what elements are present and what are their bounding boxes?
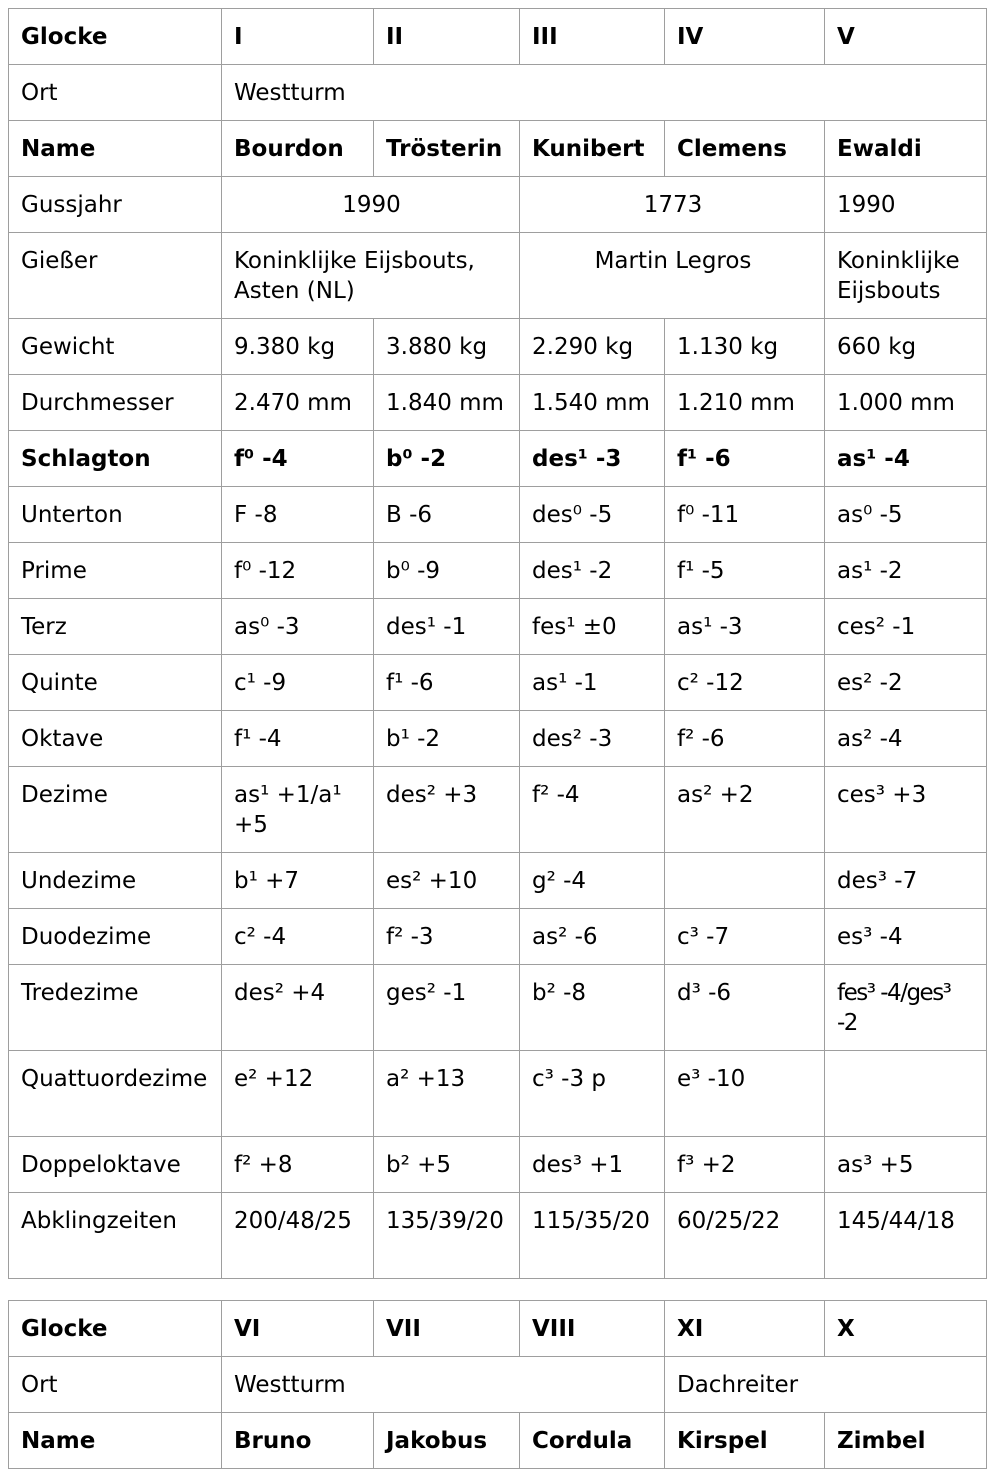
row-duodezime (9, 909, 987, 965)
cell-value: 1990 (222, 177, 520, 233)
cell-value: 1.000 mm (825, 375, 987, 431)
row-glocke (9, 9, 987, 65)
cell-value: des³ -7 (825, 853, 987, 909)
cell-value: as¹ -4 (825, 431, 987, 487)
row-ort (9, 65, 987, 121)
cell-value: Westturm (222, 1357, 665, 1413)
cell-value: es³ -4 (825, 909, 987, 965)
bell-number: VIII (520, 1301, 665, 1357)
row-abklingzeiten (9, 1193, 987, 1279)
cell-value: c³ -3 p (520, 1051, 665, 1137)
cell-value: des⁰ -5 (520, 487, 665, 543)
cell-value: c² -12 (665, 655, 825, 711)
bell-number: V (825, 9, 987, 65)
cell-value: f⁰ -11 (665, 487, 825, 543)
cell-value: as³ +5 (825, 1137, 987, 1193)
row-label: Durchmesser (9, 375, 222, 431)
cell-value: f² -6 (665, 711, 825, 767)
row-prime (9, 543, 987, 599)
row-name (9, 1413, 987, 1469)
bell-name: Zimbel (825, 1413, 987, 1469)
bell-number: IV (665, 9, 825, 65)
cell-value: e³ -10 (665, 1051, 825, 1137)
bell-number: III (520, 9, 665, 65)
cell-value: b⁰ -2 (374, 431, 520, 487)
cell-value: ces³ +3 (825, 767, 987, 853)
bell-number: VII (374, 1301, 520, 1357)
cell-value: ces² -1 (825, 599, 987, 655)
cell-value: Westturm (222, 65, 987, 121)
row-schlagton (9, 431, 987, 487)
cell-value: f¹ -4 (222, 711, 374, 767)
row-label: Name (9, 121, 222, 177)
bell-number: I (222, 9, 374, 65)
bell-number: VI (222, 1301, 374, 1357)
cell-value: 145/44/18 (825, 1193, 987, 1279)
cell-value: b⁰ -9 (374, 543, 520, 599)
cell-value: d³ -6 (665, 965, 825, 1051)
bell-name: Trösterin (374, 121, 520, 177)
cell-value: des³ +1 (520, 1137, 665, 1193)
cell-value: des² +3 (374, 767, 520, 853)
cell-value: 60/25/22 (665, 1193, 825, 1279)
cell-value: B -6 (374, 487, 520, 543)
row-glocke (9, 1301, 987, 1357)
cell-value: c² -4 (222, 909, 374, 965)
row-label: Duodezime (9, 909, 222, 965)
cell-value: as² -4 (825, 711, 987, 767)
cell-value: Koninklijke Eijsbouts (825, 233, 987, 319)
cell-value: 115/35/20 (520, 1193, 665, 1279)
row-label: Terz (9, 599, 222, 655)
cell-value: g² -4 (520, 853, 665, 909)
row-quattuordezime (9, 1051, 987, 1137)
cell-value: ges² -1 (374, 965, 520, 1051)
row-ort (9, 1357, 987, 1413)
row-doppeloktave (9, 1137, 987, 1193)
row-oktave (9, 711, 987, 767)
row-label: Glocke (9, 1301, 222, 1357)
bell-number: XI (665, 1301, 825, 1357)
cell-value: as¹ -3 (665, 599, 825, 655)
row-label: Name (9, 1413, 222, 1469)
cell-value: b² +5 (374, 1137, 520, 1193)
cell-value: as⁰ -3 (222, 599, 374, 655)
cell-value: fes³ -4/ges³ -2 (825, 965, 987, 1051)
cell-value: Martin Legros (520, 233, 825, 319)
cell-value: 2.290 kg (520, 319, 665, 375)
row-durchmesser (9, 375, 987, 431)
cell-value: des¹ -3 (520, 431, 665, 487)
cell-value: 200/48/25 (222, 1193, 374, 1279)
row-label: Schlagton (9, 431, 222, 487)
cell-value: as² +2 (665, 767, 825, 853)
row-label: Quinte (9, 655, 222, 711)
cell-value: b¹ -2 (374, 711, 520, 767)
cell-value (825, 1051, 987, 1137)
row-label: Ort (9, 1357, 222, 1413)
row-label: Prime (9, 543, 222, 599)
cell-value: fes¹ ±0 (520, 599, 665, 655)
cell-value: 9.380 kg (222, 319, 374, 375)
cell-value: 135/39/20 (374, 1193, 520, 1279)
row-label: Ort (9, 65, 222, 121)
cell-value: Dachreiter (665, 1357, 987, 1413)
cell-value: b¹ +7 (222, 853, 374, 909)
cell-value: 1.840 mm (374, 375, 520, 431)
cell-value: f⁰ -4 (222, 431, 374, 487)
cell-value: 2.470 mm (222, 375, 374, 431)
cell-value: des² -3 (520, 711, 665, 767)
cell-value: des² +4 (222, 965, 374, 1051)
row-quinte (9, 655, 987, 711)
row-label: Gewicht (9, 319, 222, 375)
cell-value: f¹ -5 (665, 543, 825, 599)
cell-value (665, 853, 825, 909)
cell-value: F -8 (222, 487, 374, 543)
cell-value: f² +8 (222, 1137, 374, 1193)
cell-value: 660 kg (825, 319, 987, 375)
bell-number: II (374, 9, 520, 65)
cell-value: as⁰ -5 (825, 487, 987, 543)
bell-name: Clemens (665, 121, 825, 177)
row-label: Oktave (9, 711, 222, 767)
cell-value: 1773 (520, 177, 825, 233)
cell-value: as² -6 (520, 909, 665, 965)
cell-value: es² -2 (825, 655, 987, 711)
row-label: Gussjahr (9, 177, 222, 233)
bell-table-1 (8, 8, 987, 1279)
bell-table-2 (8, 1300, 987, 1469)
bell-name: Ewaldi (825, 121, 987, 177)
row-dezime (9, 767, 987, 853)
cell-value: 1990 (825, 177, 987, 233)
row-label: Dezime (9, 767, 222, 853)
cell-value: 3.880 kg (374, 319, 520, 375)
row-tredezime (9, 965, 987, 1051)
bell-name: Kunibert (520, 121, 665, 177)
cell-value: des¹ -2 (520, 543, 665, 599)
row-label: Undezime (9, 853, 222, 909)
row-giesser (9, 233, 987, 319)
cell-value: a² +13 (374, 1051, 520, 1137)
bell-name: Jakobus (374, 1413, 520, 1469)
cell-value: f⁰ -12 (222, 543, 374, 599)
cell-value: f² -3 (374, 909, 520, 965)
cell-value: f² -4 (520, 767, 665, 853)
cell-value: 1.130 kg (665, 319, 825, 375)
cell-value: 1.210 mm (665, 375, 825, 431)
cell-value: c¹ -9 (222, 655, 374, 711)
row-unterton (9, 487, 987, 543)
cell-value: as¹ +1/a¹ +5 (222, 767, 374, 853)
row-label: Glocke (9, 9, 222, 65)
cell-value: des¹ -1 (374, 599, 520, 655)
bell-name: Bourdon (222, 121, 374, 177)
bell-name: Cordula (520, 1413, 665, 1469)
bell-name: Bruno (222, 1413, 374, 1469)
row-undezime (9, 853, 987, 909)
cell-value: b² -8 (520, 965, 665, 1051)
cell-value: f¹ -6 (665, 431, 825, 487)
cell-value: es² +10 (374, 853, 520, 909)
row-label: Doppeloktave (9, 1137, 222, 1193)
row-gussjahr (9, 177, 987, 233)
cell-value: e² +12 (222, 1051, 374, 1137)
cell-value: c³ -7 (665, 909, 825, 965)
row-name (9, 121, 987, 177)
cell-value: f³ +2 (665, 1137, 825, 1193)
row-gewicht (9, 319, 987, 375)
bell-name: Kirspel (665, 1413, 825, 1469)
row-terz (9, 599, 987, 655)
row-label: Gießer (9, 233, 222, 319)
row-label: Abklingzeiten (9, 1193, 222, 1279)
cell-value: Koninklijke Eijsbouts, Asten (NL) (222, 233, 520, 319)
row-label: Quattuordezime (9, 1051, 222, 1137)
row-label: Unterton (9, 487, 222, 543)
cell-value: f¹ -6 (374, 655, 520, 711)
cell-value: as¹ -1 (520, 655, 665, 711)
cell-value: as¹ -2 (825, 543, 987, 599)
bell-number: X (825, 1301, 987, 1357)
row-label: Tredezime (9, 965, 222, 1051)
cell-value: 1.540 mm (520, 375, 665, 431)
